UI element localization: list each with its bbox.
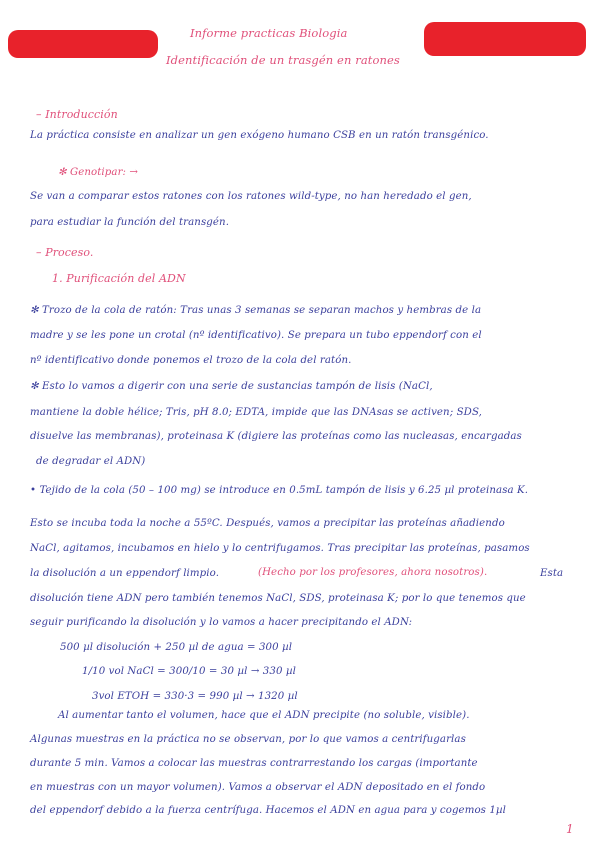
page-number: 1 <box>566 822 574 836</box>
text-line: 1/10 vol NaCl = 300/10 = 30 µl → 330 µl <box>82 666 296 677</box>
text-line: Esto se incuba toda la noche a 55ºC. Después, vamos a precipitar las proteínas añadiendo <box>30 518 505 529</box>
text-line: 1. Purificación del ADN <box>52 272 186 285</box>
text-line: madre y se les pone un crotal (nº identificativo). Se prepara un tubo eppendorf con el <box>30 330 482 341</box>
text-line: ✻ Genotipar: → <box>58 167 139 178</box>
text-line: Esta <box>540 568 564 579</box>
document-subtitle: Identificación de un trasgén en ratones <box>166 53 400 67</box>
text-line: ✻ Trozo de la cola de ratón: Tras unas 3 semanas se separan machos y hembras de la <box>30 305 482 316</box>
text-line: NaCl, agitamos, incubamos en hielo y lo centrifugamos. Tras precipitar las proteínas, pasamos <box>30 543 530 554</box>
text-line: 500 µl disolución + 250 µl de agua = 300 µl <box>60 642 293 653</box>
redaction-right <box>424 22 586 56</box>
text-line: – Introducción <box>36 108 118 121</box>
text-line: ✻ Esto lo vamos a digerir con una serie de sustancias tampón de lisis (NaCl, <box>30 381 433 392</box>
text-line: disolución tiene ADN pero también tenemos NaCl, SDS, proteinasa K; por lo que tenemos que <box>30 593 526 604</box>
document-title: Informe practicas Biologia <box>190 26 348 40</box>
text-line: seguir purificando la disolución y lo vamos a hacer precipitando el ADN: <box>30 617 413 628</box>
text-line: Se van a comparar estos ratones con los ratones wild-type, no han heredado el gen, <box>30 191 472 202</box>
text-line: del eppendorf debido a la fuerza centrífuga. Hacemos el ADN en agua para y cogemos 1µl <box>30 805 507 816</box>
text-line: Algunas muestras en la práctica no se observan, por lo que vamos a centrifugarlas <box>30 734 466 745</box>
text-line: – Proceso. <box>36 246 94 259</box>
text-line: La práctica consiste en analizar un gen exógeno humano CSB en un ratón transgénico. <box>30 130 489 141</box>
text-line: (Hecho por los profesores, ahora nosotros). <box>258 567 488 578</box>
text-line: durante 5 min. Vamos a colocar las muestras contrarrestando los cargas (importante <box>30 758 478 769</box>
text-line: disuelve las membranas), proteinasa K (digiere las proteínas como las nucleasas, encargadas <box>30 431 522 442</box>
text-line: Al aumentar tanto el volumen, hace que el ADN precipite (no soluble, visible). <box>58 710 470 721</box>
text-line: mantiene la doble hélice; Tris, pH 8.0; EDTA, impide que las DNAsas se activen; SDS, <box>30 407 482 418</box>
text-line: para estudiar la función del transgén. <box>30 217 230 228</box>
redaction-left <box>8 30 158 58</box>
text-line: nº identificativo donde ponemos el trozo de la cola del ratón. <box>30 355 352 366</box>
text-line: de degradar el ADN) <box>36 456 146 467</box>
text-line: • Tejido de la cola (50 – 100 mg) se introduce en 0.5mL tampón de lisis y 6.25 µl proteinasa K. <box>30 485 529 496</box>
text-line: la disolución a un eppendorf limpio. <box>30 568 220 579</box>
text-line: en muestras con un mayor volumen). Vamos a observar el ADN depositado en el fondo <box>30 782 486 793</box>
text-line: 3vol ETOH = 330·3 = 990 µl → 1320 µl <box>92 691 298 702</box>
